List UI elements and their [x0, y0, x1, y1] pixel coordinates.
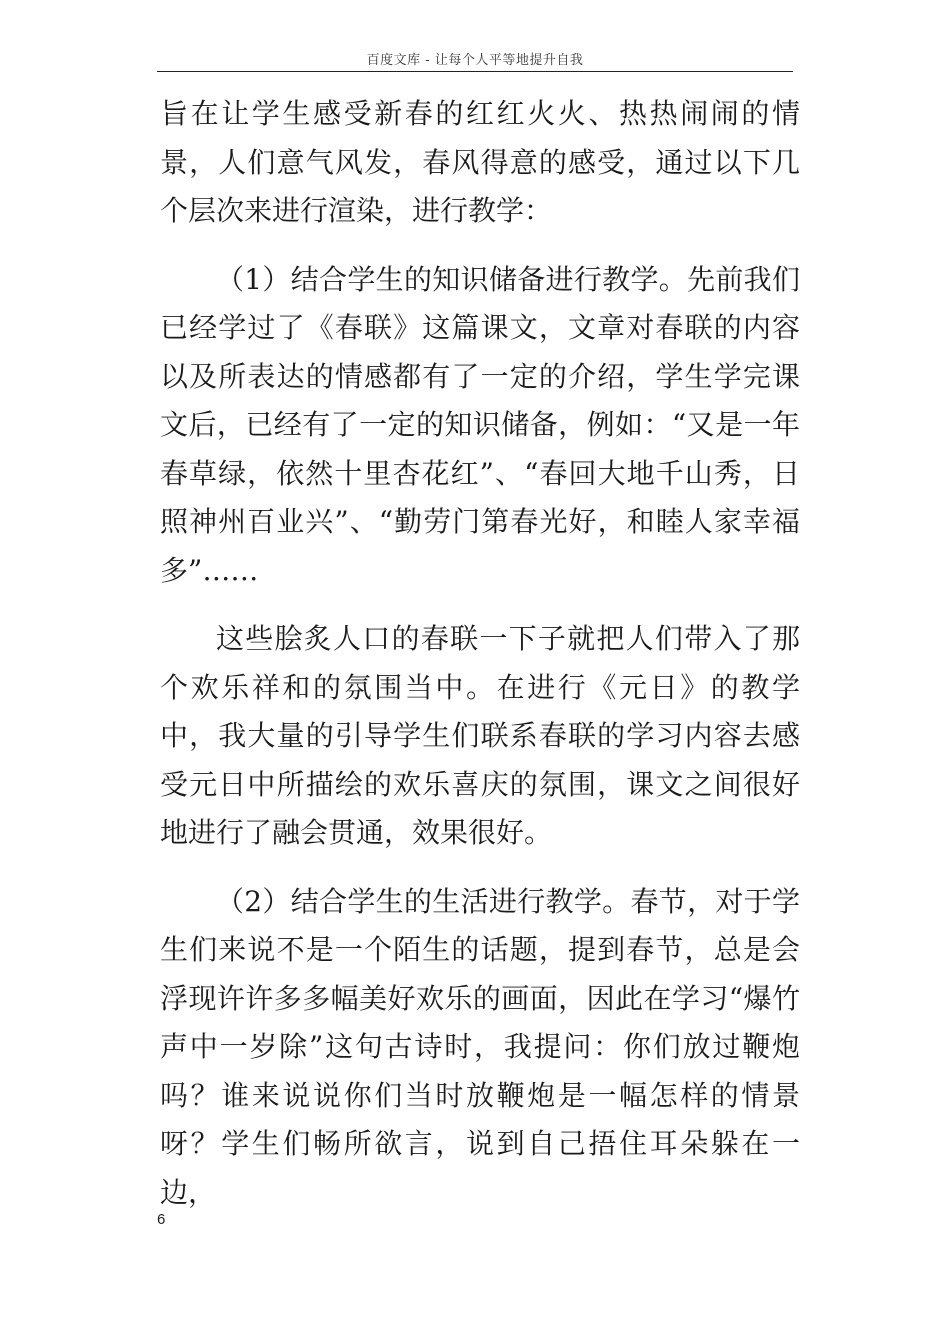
paragraph-point-2: （2）结合学生的生活进行教学。春节，对于学生们来说不是一个陌生的话题，提到春节，总是会浮现许许多多幅美好欢乐的画面，因此在学习“爆竹声中一岁除”这句古诗时，我提问：你们放过鞭炮吗？谁来说说你们当时放鞭炮是一幅怎样的情景呀？学生们畅所欲言，说到自己捂住耳朵躲在一边， [160, 884, 800, 1209]
paragraph-intro: 旨在让学生感受新春的红红火火、热热闹闹的情景，人们意气风发，春风得意的感受，通过以下几个层次来进行渲染，进行教学： [160, 97, 800, 227]
paragraph-point-1: （1）结合学生的知识储备进行教学。先前我们已经学过了《春联》这篇课文，文章对春联的内容以及所表达的情感都有了一定的介绍，学生学完课文后，已经有了一定的知识储备，例如：“又是一年春草绿，依然十里杏花红”、“春回大地千山秀，日照神州百业兴”、“勤劳门第春光好，和睦人家幸福多”…… [160, 262, 800, 587]
paragraph-couplets-effect: 这些脍炙人口的春联一下子就把人们带入了那个欢乐祥和的氛围当中。在进行《元日》的教学中，我大量的引导学生们联系春联的学习内容去感受元日中所描绘的欢乐喜庆的氛围，课文之间很好地进行了融会贯通，效果很好。 [160, 622, 800, 849]
document-body [160, 90, 800, 1217]
header-divider [157, 71, 793, 72]
page-header: 百度文库 - 让每个人平等地提升自我 [366, 53, 584, 68]
page-number: 6 [157, 1211, 166, 1228]
